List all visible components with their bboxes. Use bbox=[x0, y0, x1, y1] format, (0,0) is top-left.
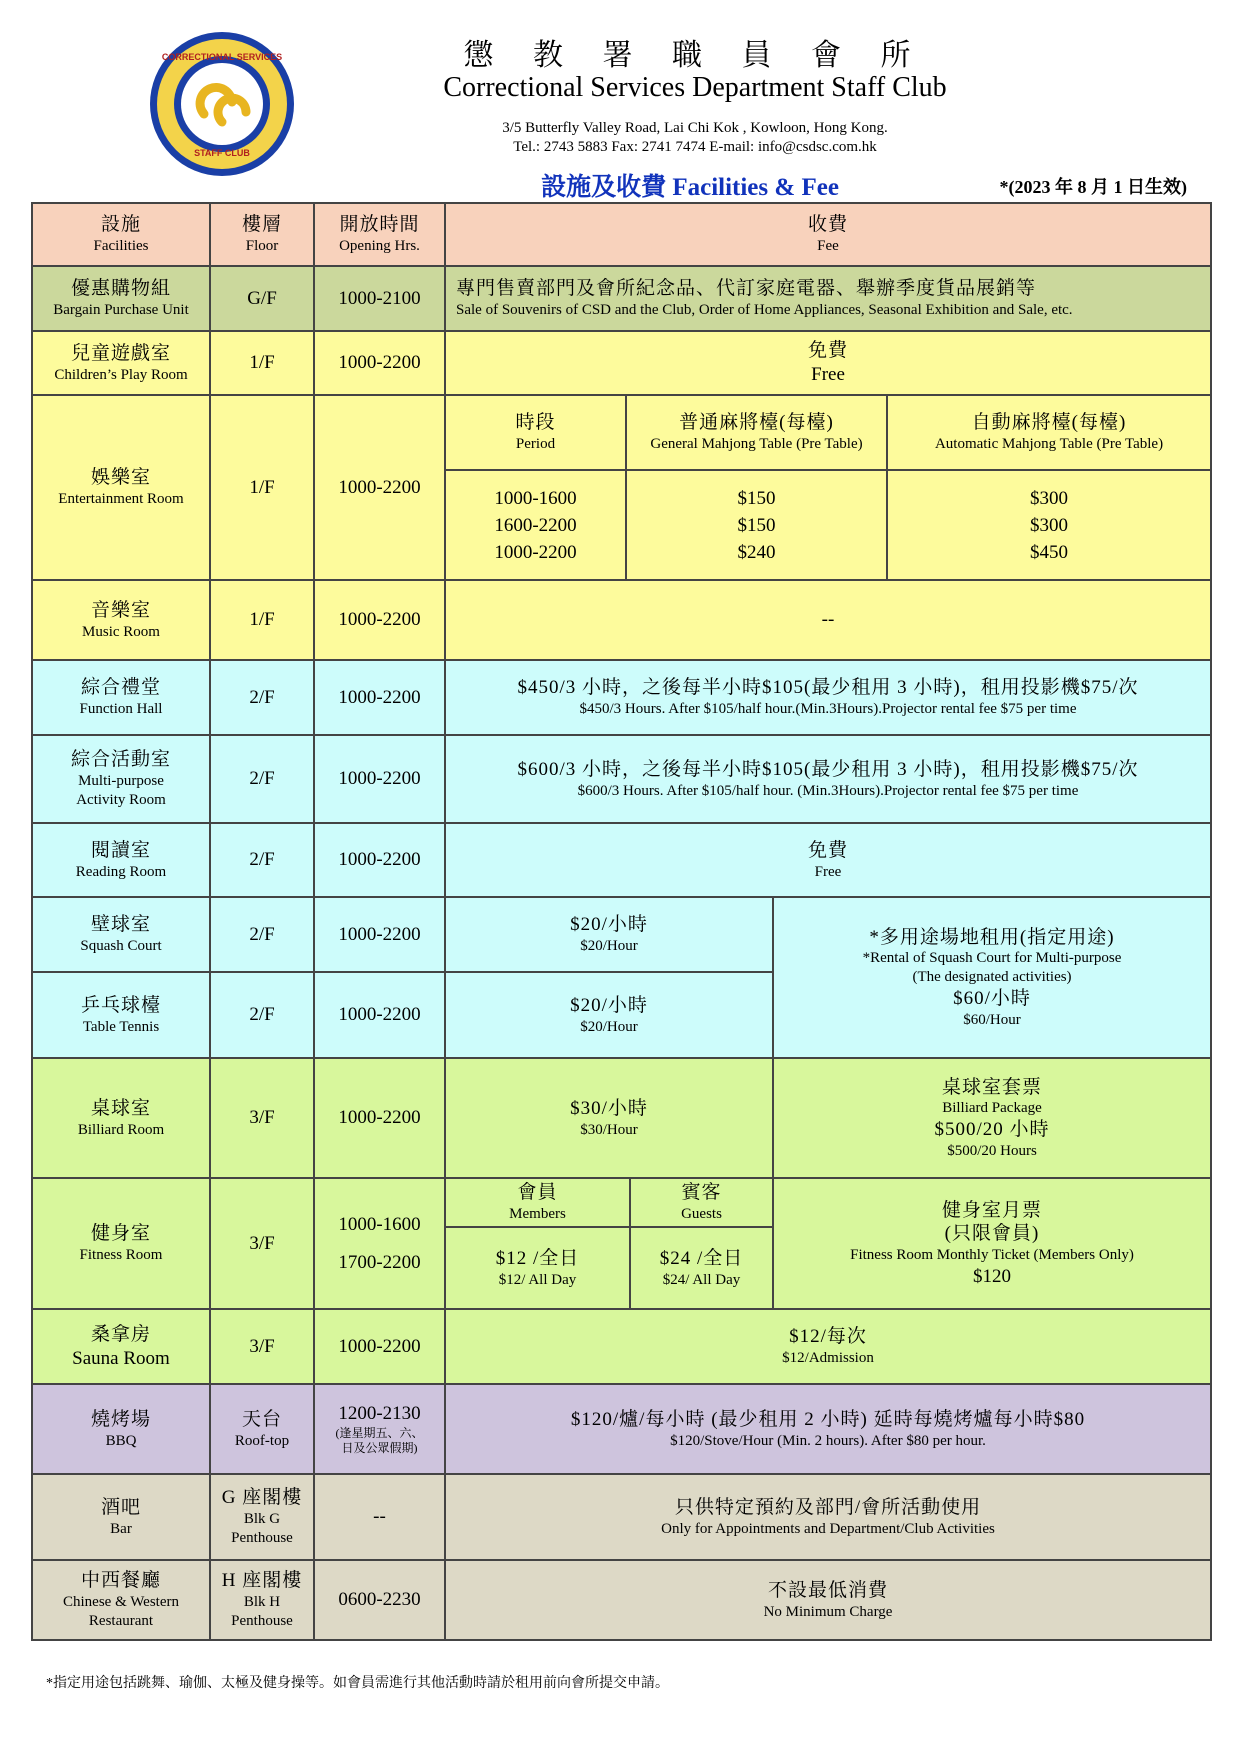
cell-text: 桌球室 bbox=[90, 1097, 151, 1119]
table-row bbox=[32, 1309, 1211, 1384]
table-cell bbox=[32, 660, 210, 735]
cell-text: 兒童遊戲室 bbox=[70, 342, 171, 364]
table-cell bbox=[32, 395, 210, 580]
cell-text: 會員 bbox=[517, 1182, 558, 1204]
cell-text: Children’s Play Room bbox=[54, 366, 188, 383]
table-cell bbox=[314, 1384, 445, 1474]
table-cell bbox=[887, 470, 1211, 580]
cell-text: $500/20 小時 bbox=[934, 1119, 1050, 1140]
footnote: *指定用途包括跳舞、瑜伽、太極及健身操等。如會員需進行其他活動時請於租用前向會所提交申請。 bbox=[46, 1676, 669, 1691]
cell-text: Fee bbox=[817, 238, 839, 254]
contact-info: Tel.: 2743 5883 Fax: 2741 7474 E-mail: info@csdsc.com.hk bbox=[513, 139, 877, 155]
table-header-row bbox=[32, 203, 1211, 266]
table-cell: 1000-2200 bbox=[314, 395, 445, 580]
table-cell: 2/F bbox=[210, 823, 314, 897]
cell-text: Music Room bbox=[82, 623, 160, 640]
cell-text: $240 bbox=[737, 541, 776, 563]
table-row bbox=[32, 331, 1211, 395]
cell-text: $30/Hour bbox=[580, 1121, 638, 1138]
cell-text: $300 bbox=[1030, 487, 1068, 509]
cell-text: $60/小時 bbox=[953, 987, 1031, 1009]
table-cell: 1000-2200 bbox=[314, 331, 445, 395]
table-cell: 1000-2200 bbox=[314, 823, 445, 897]
table-cell bbox=[445, 660, 1211, 735]
facilities-fee-table bbox=[31, 202, 1212, 1641]
cell-text: $12/ All Day bbox=[498, 1271, 577, 1288]
cell-text: 樓層 bbox=[241, 214, 282, 236]
table-cell bbox=[210, 1474, 314, 1560]
cell-text: Penthouse bbox=[231, 1529, 293, 1546]
cell-text: Function Hall bbox=[79, 701, 163, 717]
cell-text: $20/Hour bbox=[580, 1018, 638, 1035]
table-cell bbox=[32, 735, 210, 823]
cell-text: Sale of Souvenirs of CSD and the Club, Order of Home Appliances, Seasonal Exhibition and Sale, etc. bbox=[456, 302, 1073, 318]
col-facilities bbox=[32, 203, 210, 266]
cell-text: Fitness Room Monthly Ticket (Members Only) bbox=[850, 1247, 1134, 1263]
table-cell bbox=[445, 1227, 630, 1309]
table-cell: 1000-2200 bbox=[314, 1058, 445, 1178]
table-cell: G/F bbox=[210, 266, 314, 331]
table-cell: -- bbox=[445, 580, 1211, 660]
table-cell bbox=[445, 266, 1211, 331]
cell-text: Free bbox=[814, 863, 842, 880]
address: 3/5 Butterfly Valley Road, Lai Chi Kok , Kowloon, Hong Kong. bbox=[502, 120, 888, 136]
table-cell bbox=[210, 1560, 314, 1640]
table-cell bbox=[445, 1309, 1211, 1384]
table-cell bbox=[445, 897, 773, 972]
cell-text: 自動麻將檯(每檯) bbox=[971, 412, 1127, 434]
table-cell bbox=[445, 972, 773, 1058]
cell-text: 時段 bbox=[515, 412, 556, 434]
table-cell: 3/F bbox=[210, 1178, 314, 1309]
cell-text: $12/每次 bbox=[789, 1326, 867, 1348]
cell-text: 優惠購物組 bbox=[70, 278, 171, 300]
effective-date: *(2023 年 8 月 1 日生效) bbox=[999, 177, 1187, 197]
cell-text: $500/20 Hours bbox=[947, 1142, 1037, 1159]
cell-text: $20/Hour bbox=[580, 938, 638, 954]
cell-text: *Rental of Squash Court for Multi-purpose bbox=[862, 950, 1122, 967]
cell-text: Activity Room bbox=[76, 791, 166, 808]
cell-text: Guests bbox=[681, 1206, 722, 1222]
cell-text: Sauna Room bbox=[72, 1347, 170, 1369]
cell-text: Blk G bbox=[243, 1511, 281, 1528]
cell-text: $300 bbox=[1030, 514, 1068, 536]
cell-text: Bargain Purchase Unit bbox=[53, 302, 189, 318]
cell-text: 普通麻將檯(每檯) bbox=[679, 412, 834, 434]
table-cell bbox=[445, 735, 1211, 823]
cell-text: 音樂室 bbox=[90, 599, 151, 621]
table-cell: 1000-2200 bbox=[314, 660, 445, 735]
cell-text: Billiard Room bbox=[77, 1121, 165, 1138]
table-cell bbox=[32, 1474, 210, 1560]
cell-text: 壁球室 bbox=[90, 914, 151, 936]
table-cell bbox=[32, 266, 210, 331]
cell-text: (The designated activities) bbox=[912, 969, 1072, 986]
cell-text: (只限會員) bbox=[944, 1223, 1040, 1245]
table-row bbox=[32, 660, 1211, 735]
cell-text: 綜合活動室 bbox=[70, 749, 171, 771]
table-cell bbox=[32, 1309, 210, 1384]
table-row bbox=[32, 897, 1211, 972]
cell-text: $12/Admission bbox=[782, 1350, 874, 1366]
cell-text: $20/小時 bbox=[570, 914, 648, 936]
logo-text-bottom: STAFF CLUB bbox=[194, 148, 250, 158]
cell-text: 酒吧 bbox=[100, 1496, 141, 1518]
table-cell bbox=[445, 470, 626, 580]
table-cell: 1000-2200 bbox=[314, 972, 445, 1058]
cell-text: 不設最低消費 bbox=[768, 1579, 889, 1601]
table-cell bbox=[773, 897, 1211, 1058]
cell-text: 1000-2200 bbox=[494, 541, 577, 563]
cell-text: 天台 bbox=[241, 1408, 282, 1430]
cell-text: 乒乓球檯 bbox=[80, 994, 161, 1016]
cell-text: Automatic Mahjong Table (Pre Table) bbox=[934, 436, 1164, 452]
cell-text: $120/爐/每小時 (最少租用 2 小時) 延時每燒烤爐每小時$80 bbox=[570, 1408, 1086, 1430]
cell-text: $30/小時 bbox=[570, 1097, 648, 1119]
table-cell bbox=[32, 823, 210, 897]
page-title: 設施及收費 Facilities & Fee bbox=[541, 174, 839, 201]
cell-text: $450/3 Hours. After $105/half hour.(Min.3Hours).Projector rental fee $75 per time bbox=[579, 701, 1077, 717]
table-cell bbox=[32, 897, 210, 972]
col-floor bbox=[210, 203, 314, 266]
cell-text: $24 /全日 bbox=[659, 1247, 744, 1269]
cell-text: $450 bbox=[1030, 541, 1068, 563]
cell-text: Blk H bbox=[243, 1594, 281, 1611]
cell-text: Free bbox=[811, 364, 845, 385]
cell-text: *多用途場地租用(指定用途) bbox=[869, 926, 1115, 948]
table-cell bbox=[32, 1178, 210, 1309]
table-cell: 2/F bbox=[210, 660, 314, 735]
club-logo bbox=[148, 30, 296, 178]
table-cell: 2/F bbox=[210, 897, 314, 972]
table-cell: 3/F bbox=[210, 1058, 314, 1178]
cell-text: Penthouse bbox=[231, 1612, 293, 1629]
cell-text: 1200-2130 bbox=[338, 1403, 421, 1425]
cell-text: H 座閣樓 bbox=[221, 1570, 303, 1592]
cell-text: 娛樂室 bbox=[90, 467, 151, 489]
cell-text: 日及公眾假期) bbox=[341, 1440, 418, 1455]
cell-text: 1600-2200 bbox=[494, 514, 577, 536]
cell-text: Opening Hrs. bbox=[339, 238, 420, 254]
table-cell: -- bbox=[314, 1474, 445, 1560]
table-cell bbox=[445, 1058, 773, 1178]
table-cell bbox=[314, 1178, 445, 1309]
table-cell bbox=[626, 470, 887, 580]
table-cell: 1/F bbox=[210, 580, 314, 660]
cell-text: 桑拿房 bbox=[90, 1323, 151, 1345]
table-cell: 1/F bbox=[210, 331, 314, 395]
cell-text: 1700-2200 bbox=[338, 1251, 421, 1273]
table-cell: 2/F bbox=[210, 972, 314, 1058]
table-cell bbox=[773, 1058, 1211, 1178]
cell-text: Multi-purpose bbox=[78, 773, 164, 790]
cell-text: 中西餐廳 bbox=[80, 1570, 161, 1592]
table-cell: 1000-2200 bbox=[314, 580, 445, 660]
cell-text: $150 bbox=[737, 487, 776, 509]
table-cell: 1000-2200 bbox=[314, 735, 445, 823]
table-cell: 1000-2100 bbox=[314, 266, 445, 331]
table-cell: 1/F bbox=[210, 395, 314, 580]
table-cell bbox=[630, 1227, 773, 1309]
table-cell: 1000-2200 bbox=[314, 897, 445, 972]
table-cell bbox=[32, 331, 210, 395]
table-row bbox=[32, 735, 1211, 823]
cell-text: Entertainment Room bbox=[58, 491, 184, 507]
table-cell: 1000-2200 bbox=[314, 1309, 445, 1384]
cell-text: Restaurant bbox=[88, 1612, 154, 1629]
cell-text: Members bbox=[509, 1206, 566, 1222]
cell-text: Facilities bbox=[93, 238, 149, 254]
cell-text: 1000-1600 bbox=[494, 487, 577, 509]
cell-text: 收費 bbox=[808, 214, 849, 236]
table-cell bbox=[445, 1178, 630, 1227]
cell-text: BBQ bbox=[105, 1432, 137, 1449]
cell-text: Reading Room bbox=[75, 863, 167, 880]
cell-text: 免費 bbox=[808, 340, 849, 362]
cell-text: $120 bbox=[973, 1265, 1011, 1287]
table-row bbox=[32, 580, 1211, 660]
table-cell bbox=[445, 823, 1211, 897]
table-cell: 3/F bbox=[210, 1309, 314, 1384]
table-row bbox=[32, 1384, 1211, 1474]
table-row bbox=[32, 1178, 1211, 1227]
cell-text: $600/3 Hours. After $105/half hour. (Min.3Hours).Projector rental fee $75 per time bbox=[577, 782, 1079, 799]
col-fee bbox=[445, 203, 1211, 266]
cell-text: $20/小時 bbox=[570, 994, 648, 1016]
table-cell bbox=[626, 395, 887, 470]
table-cell bbox=[32, 580, 210, 660]
table-cell bbox=[32, 1384, 210, 1474]
table-cell bbox=[445, 1384, 1211, 1474]
cell-text: 免費 bbox=[808, 839, 849, 861]
table-cell bbox=[210, 1384, 314, 1474]
table-cell bbox=[445, 1560, 1211, 1640]
cell-text: Chinese & Western bbox=[63, 1594, 179, 1611]
cell-text: (逢星期五、六、 bbox=[335, 1425, 424, 1440]
cell-text: 賓客 bbox=[681, 1182, 722, 1204]
cell-text: $600/3 小時，之後每半小時$105(最少租用 3 小時)，租用投影機$75/次 bbox=[517, 758, 1139, 780]
cell-text: $60/Hour bbox=[963, 1011, 1021, 1028]
cell-text: Bar bbox=[110, 1520, 132, 1537]
cell-text: $24/ All Day bbox=[662, 1271, 741, 1288]
logo-text-top: CORRECTIONAL SERVICES bbox=[161, 52, 283, 62]
cell-text: No Minimum Charge bbox=[763, 1603, 893, 1620]
table-cell bbox=[445, 331, 1211, 395]
table-cell: 2/F bbox=[210, 735, 314, 823]
table-cell bbox=[773, 1178, 1211, 1309]
cell-text: 只供特定預約及部門/會所活動使用 bbox=[674, 1496, 982, 1518]
table-row bbox=[32, 1058, 1211, 1178]
cell-text: 綜合禮堂 bbox=[80, 677, 161, 699]
cell-text: G 座閣樓 bbox=[221, 1487, 303, 1509]
table-cell bbox=[887, 395, 1211, 470]
table-cell bbox=[445, 395, 626, 470]
table-row bbox=[32, 823, 1211, 897]
col-hours bbox=[314, 203, 445, 266]
cell-text: $120/Stove/Hour (Min. 2 hours). After $80 per hour. bbox=[670, 1432, 986, 1449]
cell-text: Fitness Room bbox=[79, 1247, 163, 1263]
table-cell bbox=[32, 1058, 210, 1178]
cell-text: Roof-top bbox=[234, 1432, 290, 1449]
cell-text: 桌球室套票 bbox=[942, 1076, 1043, 1098]
cell-text: Table Tennis bbox=[82, 1018, 160, 1035]
cell-text: Floor bbox=[245, 238, 279, 254]
cell-text: $12 /全日 bbox=[495, 1247, 580, 1269]
table-cell bbox=[32, 1560, 210, 1640]
table-row bbox=[32, 266, 1211, 331]
table-row bbox=[32, 1474, 1211, 1560]
table-cell bbox=[445, 1474, 1211, 1560]
cell-text: 開放時間 bbox=[339, 214, 420, 236]
cell-text: 1000-1600 bbox=[338, 1213, 421, 1235]
org-name-en: Correctional Services Department Staff Club bbox=[443, 72, 947, 103]
cell-text: 閱讀室 bbox=[90, 839, 151, 861]
cell-text: $450/3 小時，之後每半小時$105(最少租用 3 小時)，租用投影機$75/次 bbox=[517, 677, 1139, 699]
table-row bbox=[32, 395, 1211, 470]
cell-text: General Mahjong Table (Pre Table) bbox=[650, 436, 863, 452]
cell-text: Squash Court bbox=[80, 938, 162, 954]
table-row bbox=[32, 1560, 1211, 1640]
cell-text: 專門售賣部門及會所紀念品、代訂家庭電器、舉辦季度貨品展銷等 bbox=[456, 278, 1037, 300]
cell-text: 燒烤場 bbox=[90, 1408, 151, 1430]
cell-text: Period bbox=[515, 436, 556, 452]
cell-text: 設施 bbox=[100, 214, 141, 236]
cell-text: Only for Appointments and Department/Club Activities bbox=[661, 1520, 995, 1537]
cell-text: Billiard Package bbox=[942, 1100, 1042, 1117]
cell-text: 健身室月票 bbox=[942, 1199, 1043, 1221]
table-cell bbox=[32, 972, 210, 1058]
table-cell: 0600-2230 bbox=[314, 1560, 445, 1640]
cell-text: $150 bbox=[737, 514, 776, 536]
org-name-zh: 懲 教 署 職 員 會 所 bbox=[463, 39, 927, 72]
table-cell bbox=[630, 1178, 773, 1227]
cell-text: 健身室 bbox=[90, 1223, 151, 1245]
